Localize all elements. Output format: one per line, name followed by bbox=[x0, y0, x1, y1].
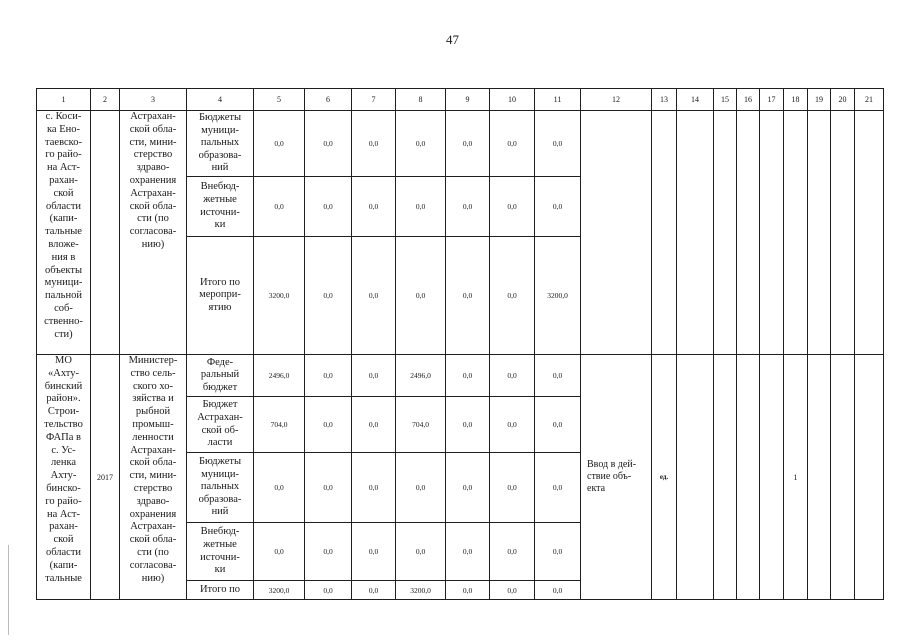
value-cell: 0,0 bbox=[305, 111, 352, 177]
value-cell: 0,0 bbox=[352, 111, 396, 177]
text-line: образова- bbox=[198, 149, 242, 161]
indicator-cell-16 bbox=[737, 111, 760, 355]
text-line: ятию bbox=[208, 301, 232, 313]
header-cell: 15 bbox=[714, 89, 737, 111]
indicator-cell-19 bbox=[808, 111, 831, 355]
text-line: сти, мини- bbox=[129, 470, 177, 482]
header-cell: 2 bbox=[91, 89, 120, 111]
text-line: Астрахан- bbox=[197, 411, 243, 423]
funding-source-cell bbox=[187, 453, 254, 523]
text-line: таевско- bbox=[45, 136, 82, 148]
text-line: тальные bbox=[45, 226, 82, 238]
funding-source-cell bbox=[187, 581, 254, 600]
header-cell: 3 bbox=[120, 89, 187, 111]
text-line: тальные bbox=[45, 572, 82, 584]
text-line: ФАПа в bbox=[45, 431, 82, 443]
value-cell: 704,0 bbox=[254, 397, 305, 453]
text-line: Строи- bbox=[47, 406, 80, 418]
text-line: Астрахан- bbox=[130, 111, 176, 122]
value-cell: 0,0 bbox=[352, 177, 396, 237]
value-cell: 0,0 bbox=[446, 523, 490, 581]
text-line: жетные bbox=[203, 193, 237, 205]
text-line: соб- bbox=[54, 302, 73, 314]
text-line: ки bbox=[214, 219, 226, 231]
text-line: «Ахту- bbox=[47, 367, 80, 379]
text-line: меропри- bbox=[199, 289, 241, 301]
object-cell bbox=[37, 355, 91, 600]
value-cell: 0,0 bbox=[352, 453, 396, 523]
text-line: бинско- bbox=[46, 482, 81, 494]
executor-cell bbox=[120, 355, 187, 600]
indicator-cell-18 bbox=[784, 111, 808, 355]
value-cell: 0,0 bbox=[396, 523, 446, 581]
text-line: муници- bbox=[44, 277, 83, 289]
header-cell: 19 bbox=[808, 89, 831, 111]
value-cell: 0,0 bbox=[446, 237, 490, 355]
header-cell: 18 bbox=[784, 89, 808, 111]
text-line: ской обла- bbox=[129, 200, 177, 212]
text-line: бюджет bbox=[202, 381, 238, 393]
text-line: согласова- bbox=[129, 226, 177, 238]
text-line: екта bbox=[587, 483, 606, 494]
text-line: ральный bbox=[200, 369, 240, 381]
value-cell: 0,0 bbox=[352, 397, 396, 453]
value-cell: 0,0 bbox=[535, 523, 581, 581]
text-line: Феде- bbox=[206, 356, 234, 368]
text-line: ство сель- bbox=[130, 367, 176, 379]
value-cell: 0,0 bbox=[305, 397, 352, 453]
indicator-cell-17 bbox=[760, 355, 784, 600]
text-line: ской обла- bbox=[129, 534, 177, 546]
text-line: район». bbox=[46, 393, 81, 405]
text-line: ки bbox=[214, 564, 226, 576]
left-margin-line bbox=[8, 545, 9, 635]
indicator-cell-15 bbox=[714, 111, 737, 355]
indicator-cell-21 bbox=[855, 355, 884, 600]
text-line: ний bbox=[211, 162, 229, 174]
indicator-cell-19 bbox=[808, 355, 831, 600]
text-line: области bbox=[45, 200, 82, 212]
text-line: здраво- bbox=[136, 495, 170, 507]
value-cell: 0,0 bbox=[446, 111, 490, 177]
indicator-cell-20 bbox=[831, 111, 855, 355]
text-line: Астрахан- bbox=[130, 521, 176, 533]
value-cell: 0,0 bbox=[446, 397, 490, 453]
value-cell: 0,0 bbox=[490, 453, 535, 523]
text-line: объекты bbox=[44, 264, 83, 276]
text-line: охранения bbox=[129, 174, 177, 186]
funding-source-cell bbox=[187, 523, 254, 581]
result-cell bbox=[581, 111, 652, 355]
value-cell: 0,0 bbox=[535, 581, 581, 600]
year-cell: 2017 bbox=[91, 355, 120, 600]
text-line: на Аст- bbox=[47, 508, 80, 520]
text-line: сти (по bbox=[137, 546, 169, 558]
text-line: ний bbox=[211, 506, 229, 518]
value-cell: 0,0 bbox=[305, 237, 352, 355]
data-row bbox=[37, 111, 884, 177]
indicator-cell-20 bbox=[831, 355, 855, 600]
value-cell: 3200,0 bbox=[396, 581, 446, 600]
text-line: муници- bbox=[201, 468, 239, 480]
header-cell: 10 bbox=[490, 89, 535, 111]
unit-cell bbox=[652, 111, 677, 355]
text-line: (капи- bbox=[49, 559, 78, 571]
text-line: образова- bbox=[198, 493, 242, 505]
text-line: сти (по bbox=[137, 213, 169, 225]
value-cell: 0,0 bbox=[535, 355, 581, 397]
page-number: 47 bbox=[446, 32, 459, 47]
value-cell: 0,0 bbox=[446, 581, 490, 600]
text-line: стерство bbox=[133, 482, 173, 494]
text-line: Итого по bbox=[199, 276, 241, 288]
indicator-cell-14 bbox=[677, 355, 714, 600]
value-cell: 0,0 bbox=[305, 453, 352, 523]
text-line: согласова- bbox=[129, 559, 177, 571]
funding-source-cell bbox=[187, 397, 254, 453]
text-line: ского хо- bbox=[133, 380, 173, 392]
text-line: бинский bbox=[44, 380, 83, 392]
text-line: ласти bbox=[207, 437, 233, 449]
value-cell: 0,0 bbox=[535, 111, 581, 177]
text-line: здраво- bbox=[136, 162, 170, 174]
result-cell bbox=[581, 355, 652, 600]
text-line: МО bbox=[55, 355, 72, 366]
text-line: пальной bbox=[45, 290, 82, 302]
object-cell bbox=[37, 111, 91, 355]
funding-source-cell bbox=[187, 111, 254, 177]
value-cell: 0,0 bbox=[352, 355, 396, 397]
text-line: ленка bbox=[50, 457, 77, 469]
text-line: ствие объ- bbox=[587, 471, 632, 482]
text-line: ленности bbox=[132, 431, 174, 443]
value-cell: 0,0 bbox=[535, 397, 581, 453]
header-cell: 4 bbox=[187, 89, 254, 111]
text-line: ской обла- bbox=[129, 457, 177, 469]
value-cell: 3200,0 bbox=[254, 581, 305, 600]
value-cell: 0,0 bbox=[305, 581, 352, 600]
header-cell: 17 bbox=[760, 89, 784, 111]
header-cell: 7 bbox=[352, 89, 396, 111]
text-line: ской bbox=[53, 534, 74, 546]
value-cell: 0,0 bbox=[490, 355, 535, 397]
value-cell: 0,0 bbox=[396, 453, 446, 523]
value-cell: 0,0 bbox=[254, 523, 305, 581]
value-cell: 0,0 bbox=[490, 111, 535, 177]
text-line: (капи- bbox=[49, 213, 78, 225]
value-cell: 0,0 bbox=[396, 177, 446, 237]
value-cell: 704,0 bbox=[396, 397, 446, 453]
text-line: с. Ус- bbox=[51, 444, 76, 456]
indicator-cell-16 bbox=[737, 355, 760, 600]
value-cell: 0,0 bbox=[254, 453, 305, 523]
value-cell: 0,0 bbox=[490, 397, 535, 453]
text-line: источни- bbox=[200, 206, 240, 218]
text-line: промыш- bbox=[132, 418, 174, 430]
value-cell: 0,0 bbox=[490, 237, 535, 355]
text-line: Бюджеты bbox=[198, 456, 242, 468]
text-line: Астрахан- bbox=[130, 444, 176, 456]
text-line: нию) bbox=[141, 572, 165, 584]
text-line: рахан- bbox=[49, 521, 78, 533]
text-line: Бюджеты bbox=[198, 112, 242, 124]
value-cell: 2496,0 bbox=[396, 355, 446, 397]
text-line: зяйства и bbox=[132, 393, 174, 405]
text-line: ственно- bbox=[44, 315, 83, 327]
value-cell: 2496,0 bbox=[254, 355, 305, 397]
text-line: го райо- bbox=[45, 495, 82, 507]
value-cell: 3200,0 bbox=[535, 237, 581, 355]
value-cell: 0,0 bbox=[490, 177, 535, 237]
text-line: Министер- bbox=[128, 355, 178, 366]
indicator-cell-15 bbox=[714, 355, 737, 600]
funding-source-cell bbox=[187, 355, 254, 397]
value-cell: 0,0 bbox=[396, 237, 446, 355]
text-line: нию) bbox=[141, 238, 165, 250]
text-line: муници- bbox=[201, 124, 239, 136]
indicator-cell-14 bbox=[677, 111, 714, 355]
program-table bbox=[36, 88, 884, 600]
value-cell: 0,0 bbox=[352, 237, 396, 355]
value-cell: 0,0 bbox=[254, 111, 305, 177]
value-cell: 0,0 bbox=[490, 581, 535, 600]
text-line: области bbox=[45, 546, 82, 558]
text-line: жетные bbox=[203, 538, 237, 550]
text-line: пальных bbox=[200, 137, 240, 149]
year-cell bbox=[91, 111, 120, 355]
header-cell: 8 bbox=[396, 89, 446, 111]
value-cell: 0,0 bbox=[446, 453, 490, 523]
text-line: стерство bbox=[133, 149, 173, 161]
value-cell: 0,0 bbox=[352, 581, 396, 600]
header-cell: 11 bbox=[535, 89, 581, 111]
header-cell: 5 bbox=[254, 89, 305, 111]
text-line: пальных bbox=[200, 481, 240, 493]
value-cell: 0,0 bbox=[305, 355, 352, 397]
text-line: ской обла- bbox=[129, 123, 177, 135]
text-line: ской об- bbox=[201, 424, 239, 436]
value-cell: 3200,0 bbox=[254, 237, 305, 355]
value-cell: 0,0 bbox=[535, 453, 581, 523]
text-line: сти, мини- bbox=[129, 136, 177, 148]
header-cell: 20 bbox=[831, 89, 855, 111]
header-cell: 14 bbox=[677, 89, 714, 111]
header-cell: 12 bbox=[581, 89, 652, 111]
header-cell: 21 bbox=[855, 89, 884, 111]
text-line: тельство bbox=[44, 418, 83, 430]
value-cell: 0,0 bbox=[396, 111, 446, 177]
text-line: ния в bbox=[51, 251, 76, 263]
text-line: сти) bbox=[54, 328, 73, 340]
data-row bbox=[37, 355, 884, 397]
header-row bbox=[37, 89, 884, 111]
text-line: рахан- bbox=[49, 174, 78, 186]
header-cell: 16 bbox=[737, 89, 760, 111]
text-line: ской bbox=[53, 187, 74, 199]
text-line: Внебюд- bbox=[200, 526, 240, 538]
text-line: вложе- bbox=[48, 238, 79, 250]
text-line: Бюджет bbox=[202, 399, 238, 411]
executor-cell bbox=[120, 111, 187, 355]
value-cell: 0,0 bbox=[305, 523, 352, 581]
value-cell: 0,0 bbox=[352, 523, 396, 581]
indicator-cell-17 bbox=[760, 111, 784, 355]
value-cell: 0,0 bbox=[254, 177, 305, 237]
text-line: охранения bbox=[129, 508, 177, 520]
indicator-cell-21 bbox=[855, 111, 884, 355]
value-cell: 0,0 bbox=[446, 177, 490, 237]
header-cell: 1 bbox=[37, 89, 91, 111]
unit-cell: ед. bbox=[652, 355, 677, 600]
text-line: Ахту- bbox=[50, 470, 77, 482]
indicator-cell-18: 1 bbox=[784, 355, 808, 600]
value-cell: 0,0 bbox=[535, 177, 581, 237]
value-cell: 0,0 bbox=[446, 355, 490, 397]
text-line: с. Коси- bbox=[45, 111, 82, 122]
text-line: на Аст- bbox=[47, 162, 80, 174]
header-cell: 6 bbox=[305, 89, 352, 111]
funding-source-cell bbox=[187, 237, 254, 355]
header-cell: 13 bbox=[652, 89, 677, 111]
text-line: ка Ено- bbox=[46, 123, 80, 135]
funding-source-cell bbox=[187, 177, 254, 237]
text-line: го райо- bbox=[45, 149, 82, 161]
text-line: Астрахан- bbox=[130, 187, 176, 199]
header-cell: 9 bbox=[446, 89, 490, 111]
text-line: Итого по bbox=[199, 583, 241, 595]
text-line: источни- bbox=[200, 551, 240, 563]
text-line: Внебюд- bbox=[200, 181, 240, 193]
text-line: рыбной bbox=[135, 406, 171, 418]
text-line: Ввод в дей- bbox=[587, 459, 637, 470]
value-cell: 0,0 bbox=[490, 523, 535, 581]
value-cell: 0,0 bbox=[305, 177, 352, 237]
